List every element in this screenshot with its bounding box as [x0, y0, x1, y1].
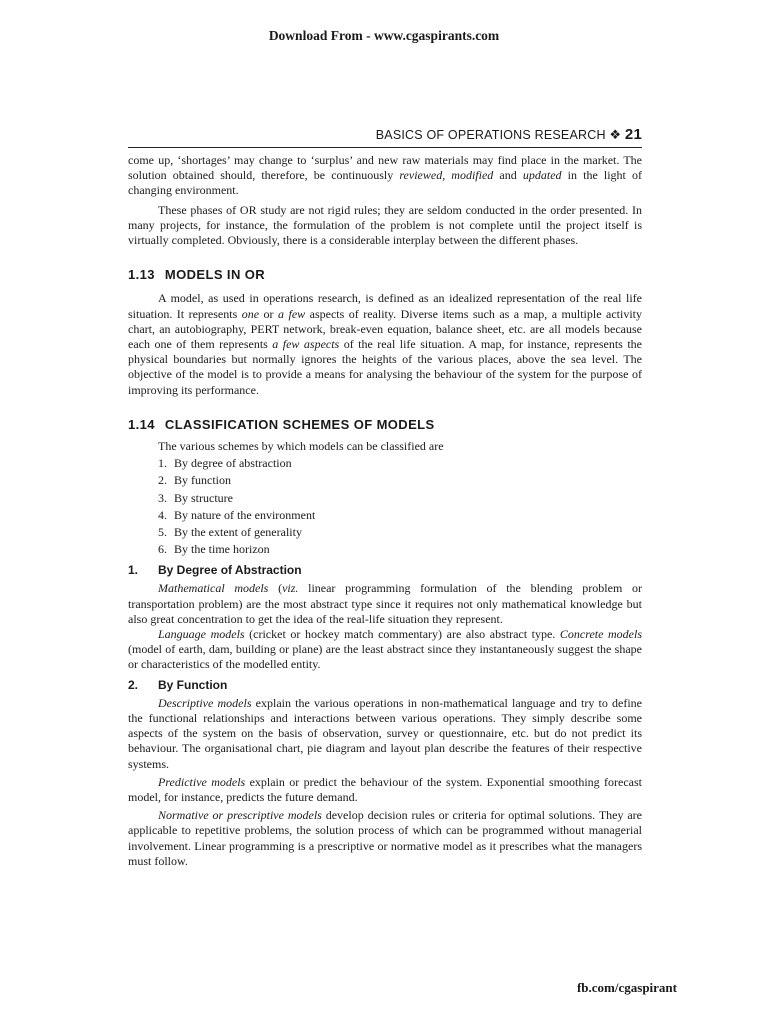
running-head [128, 126, 642, 144]
schemes-intro: The various schemes by which models can be classified are [158, 439, 444, 454]
paragraph-descriptive-models: Descriptive models explain the various operations in non-mathematical language and try to define the functional relationships and interactions between various operations. They simply describe some aspects of the system on the basis of observation, survey or questionnaire, etc. but do not predict its behaviour. The organisational chart, pie diagram and layout plan describe the features of their respective systems. [128, 695, 643, 771]
running-head-title: BASICS OF OPERATIONS RESEARCH [375, 128, 606, 142]
paragraph-phases: These phases of OR study are not rigid rules; they are seldom conducted in the order presented. In many projects, for instance, the formulation of the problem is not complete until the project itself is virtually completed. Obviously, there is a considerable interplay between the different phases. [128, 202, 642, 248]
page-number: 21 [624, 126, 642, 143]
page-body [128, 153, 642, 872]
paragraph-models: A model, as used in operations research, is defined as an idealized representation of the real life situation. It represents one or a few aspects of reality. Diverse items such as a map, a multiple activity chart, an autobiography, PERT network, break-even equation, balance sheet, etc. are all models because each one of them represents a few aspects of the real life situation. A map, for instance, represents the physical boundaries but normally ignores the heights of the various places, above the sea level. The objective of the model is to provide a means for analysing the behaviour of the system for the purpose of improving its performance. [128, 291, 642, 397]
list-item: 1. By degree of abstraction [158, 456, 292, 471]
paragraph-predictive-models: Predictive models explain or predict the behaviour of the system. Exponential smoothing forecast model, for instance, predicts the future demand. [128, 774, 642, 804]
list-item: 5. By the extent of generality [158, 525, 302, 540]
paragraph-language-models: Language models (cricket or hockey match commentary) are also abstract type. Concrete models (model of earth, dam, building or plane) are the least abstract since they instantaneously suggest the shape or characteristics of the modelled entity. [128, 627, 643, 672]
footer-link: fb.com/cgaspirant [576, 980, 677, 995]
section-heading-1-13: 1.13 MODELS IN OR [128, 267, 266, 283]
header-rule [128, 147, 642, 148]
download-banner: Download From - www.cgaspirants.com [268, 28, 500, 43]
subheading-function: 2. By Function [128, 677, 228, 692]
paragraph-continued: come up, ‘shortages’ may change to ‘surplus’ and new raw materials may find place in the market. The solution obtained should, therefore, be continuously reviewed, modified and updated in the light of changing environment. [128, 153, 643, 198]
schemes-list [128, 455, 642, 558]
diamond-icon: ❖ [609, 127, 622, 142]
list-item: 2. By function [158, 473, 231, 488]
paragraph-normative-models: Normative or prescriptive models develop decision rules or criteria for optimal solutions. They are applicable to repetitive problems, the solution process of which can be programmed without managerial involvement. Linear programming is a prescriptive or normative model as it prescribes what the managers must follow. [128, 808, 642, 868]
list-item: 4. By nature of the environment [158, 507, 316, 522]
list-item: 3. By structure [158, 490, 233, 505]
list-item: 6. By the time horizon [158, 542, 270, 557]
paragraph-mathematical-models: Mathematical models (viz. linear programming formulation of the blending problem or transportation problem) are the most abstract type since it requires not only mathematical knowledge but also great concentration to get the idea of the real-life situation they represent. [128, 581, 642, 626]
subheading-abstraction: 1. By Degree of Abstraction [128, 563, 302, 578]
section-heading-1-14: 1.14 CLASSIFICATION SCHEMES OF MODELS [128, 416, 435, 432]
